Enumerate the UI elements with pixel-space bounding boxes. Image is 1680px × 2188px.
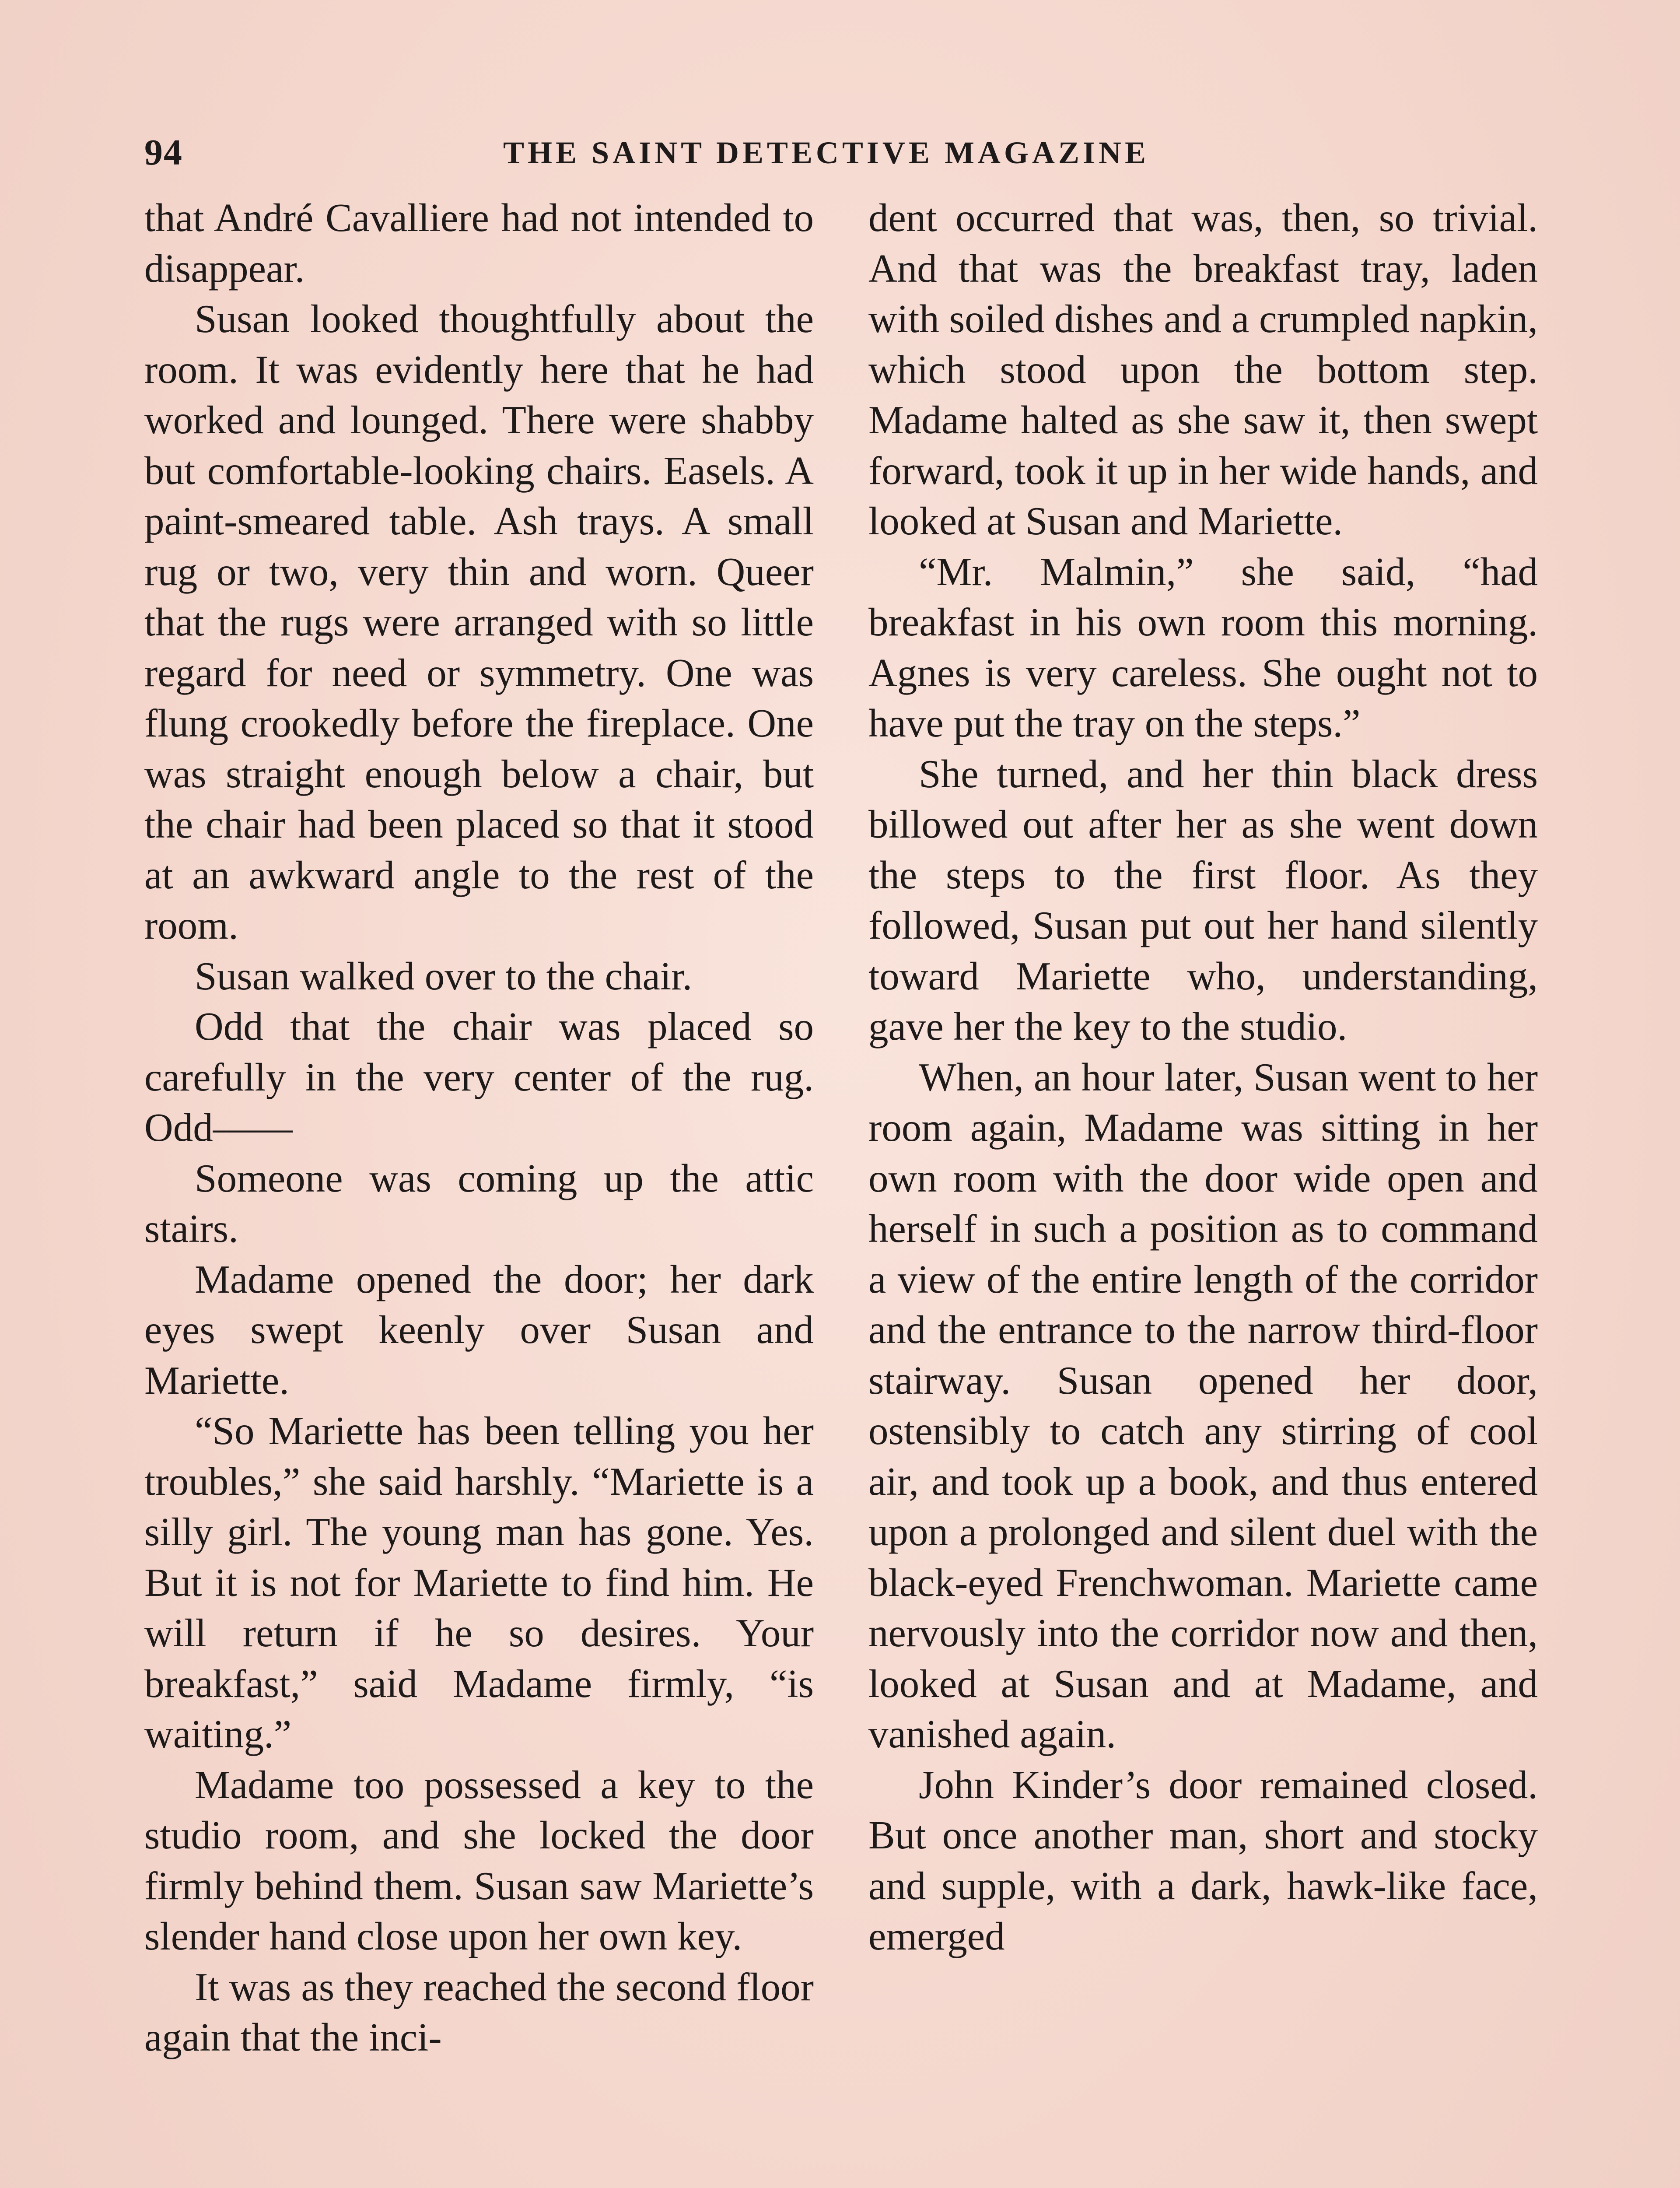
paragraph: It was as they reached the second floor again that the inci-: [144, 1964, 814, 2059]
paragraph: John Kinder’s door remained closed. But once another man, short and stocky and supple, with a dark, hawk-like face, emerged: [868, 1762, 1538, 1958]
paragraph: that André Cavalliere had not intended to disappear.: [144, 196, 814, 291]
paragraph: “So Mariette has been telling you her troubles,” she said harshly. “Mariette is a silly girl. The young man has gone. Yes. But it is not for Mariette to find him. He will return if he so desires. Your breakfast,” said Madame firmly, “is waiting.”: [144, 1409, 814, 1756]
page-number: 94: [144, 132, 183, 173]
paragraph: When, an hour later, Susan went to her room again, Madame was sitting in her own room with the door wide open and herself in such a position as to command a view of the entire length of the corridor and the entrance to the narrow third-floor stairway. Susan opened her door, ostensibly to catch any stirring of cool air, and took up a book, and thus entered upon a prolonged and silent duel with the black-eyed Frenchwoman. Mariette came nervously into the corridor now and then, looked at Susan and at Madame, and vanished again.: [868, 1055, 1538, 1756]
right-column: [868, 193, 1538, 1962]
paragraph: dent occurred that was, then, so trivial. And that was the breakfast tray, laden with soiled dishes and a crumpled napkin, which stood upon the bottom step. Madame halted as she saw it, then swept forward, took it up in her wide hands, and looked at Susan and Mariette.: [868, 196, 1538, 543]
paragraph: Susan looked thoughtfully about the room. It was evidently here that he had worked and lounged. There were shabby but comfortable-looking chairs. Easels. A paint-smeared table. Ash trays. A small rug or two, very thin and worn. Queer that the rugs were arranged with so little regard for need or symmetry. One was flung crookedly before the fireplace. One was straight enough below a chair, but the chair had been placed so that it stood at an awkward angle to the rest of the room.: [144, 297, 814, 947]
paragraph: She turned, and her thin black dress billowed out after her as she went down the steps to the first floor. As they followed, Susan put out her hand silently toward Mariette who, understanding, gave her the key to the studio.: [868, 751, 1538, 1048]
running-head: THE SAINT DETECTIVE MAGAZINE: [503, 135, 1149, 170]
left-column: [144, 193, 814, 2063]
paragraph: Someone was coming up the attic stairs.: [144, 1156, 814, 1251]
paragraph: “Mr. Malmin,” she said, “had breakfast in his own room this morning. Agnes is very careless. She ought not to have put the tray on the steps.”: [868, 549, 1538, 745]
paragraph: Susan walked over to the chair.: [195, 954, 693, 998]
paragraph: Madame opened the door; her dark eyes swept keenly over Susan and Mariette.: [144, 1257, 814, 1403]
text-columns: [144, 193, 1544, 2188]
page-header: [144, 131, 1544, 184]
paragraph: Odd that the chair was placed so carefully in the very center of the rug. Odd——: [144, 1004, 814, 1150]
paragraph: Madame too possessed a key to the studio room, and she locked the door firmly behind them. Susan saw Mariette’s slender hand close upon her own key.: [144, 1762, 814, 1958]
